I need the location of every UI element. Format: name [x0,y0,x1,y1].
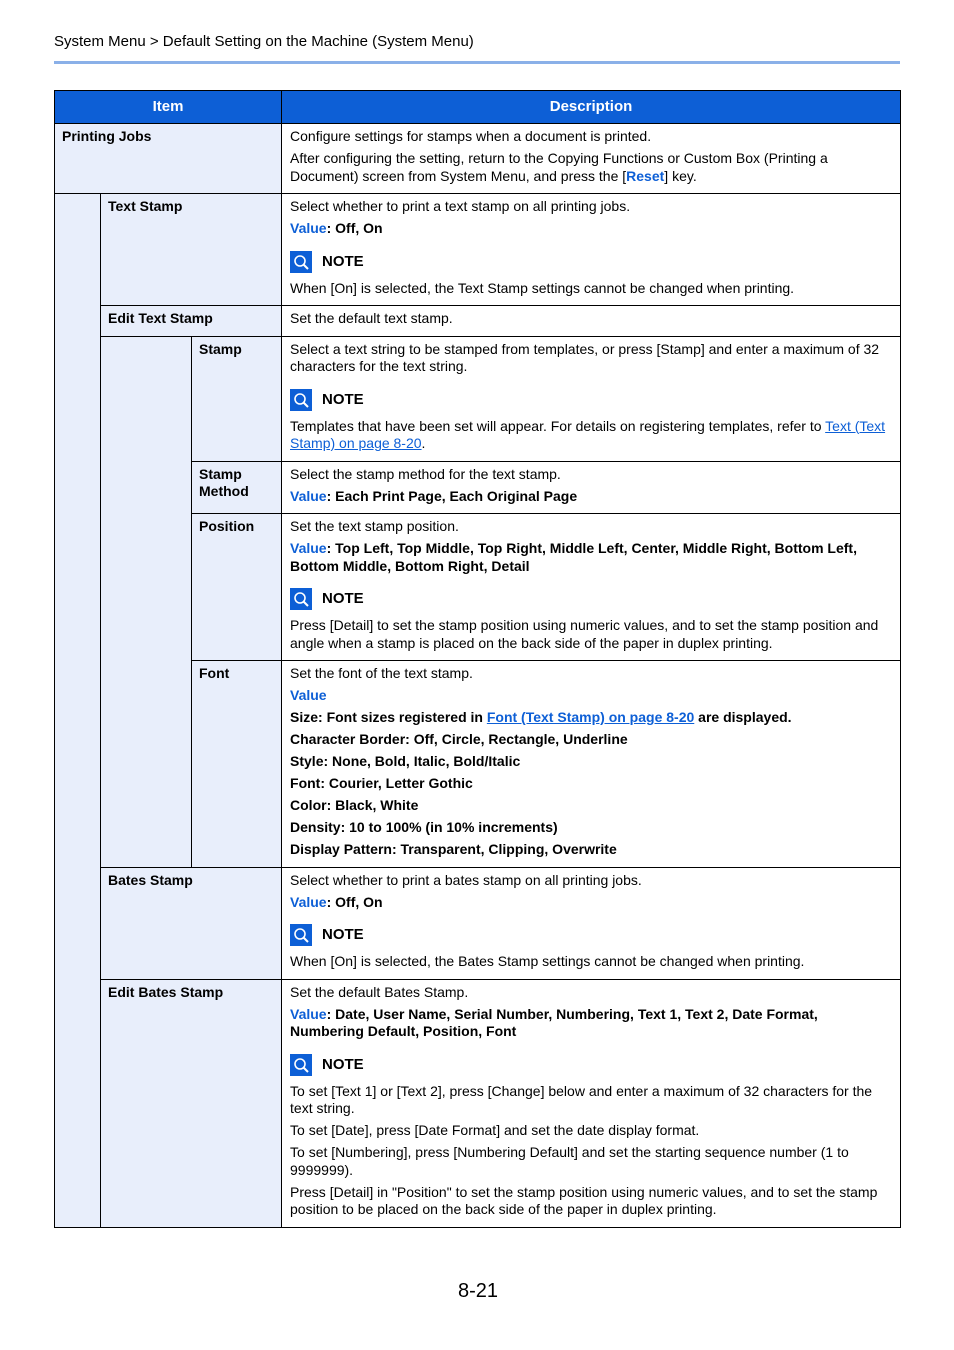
item-printing-jobs: Printing Jobs [55,124,282,194]
desc-bates-stamp [282,867,901,979]
item-position: Position [192,514,282,661]
note-icon [290,588,312,610]
note-label: NOTE [322,1055,364,1073]
value-text-part: are displayed. [694,709,792,725]
page-breadcrumb: System Menu > Default Setting on the Machine (System Menu) [54,33,474,50]
value-line [290,488,892,506]
desc-edit-text-stamp [282,306,901,337]
value-text: : Off, On [326,893,383,910]
desc-edit-bates-stamp [282,979,901,1227]
value-text: : Top Left, Top Middle, Top Right, Middle Left, Center, Middle Right, Bottom Left, Bottom Middle, Bottom Right, Detail [290,540,857,574]
indent-cell [55,194,101,1228]
note-text: Press [Detail] to set the stamp position using numeric values, and to set the stamp position and angle when a stamp is placed on the back side of the paper in duplex printing. [290,617,879,651]
note-text: To set [Numbering], press [Numbering Default] and set the starting sequence number (1 to 9999999). [290,1144,849,1178]
desc-printing-jobs [282,124,901,194]
desc-text: Select the stamp method for the text stamp. [290,465,561,482]
item-text-stamp: Text Stamp [101,194,282,306]
item-edit-bates-stamp: Edit Bates Stamp [101,979,282,1227]
note-icon [290,924,312,946]
value-label: Value [290,220,327,236]
font-text-stamp-page-link[interactable]: Font (Text Stamp) on page 8-20 [486,709,695,725]
column-header-item: Item [55,91,282,124]
indent-cell [101,336,192,867]
desc-text: Select a text string to be stamped from templates, or press [Stamp] and enter a maximum of 32 characters for the text string. [290,340,880,374]
desc-text: Set the default Bates Stamp. [290,983,469,1000]
note-heading [290,1053,892,1077]
value-display-pattern: Display Pattern: Transparent, Clipping, Overwrite [290,841,617,857]
desc-text: Select whether to print a text stamp on all printing jobs. [290,198,631,214]
desc-text: Configure settings for stamps when a document is printed. [290,128,652,144]
note-heading [290,388,892,412]
header-rule [54,61,900,64]
desc-font [282,661,901,868]
table-row [55,867,901,979]
desc-text: Set the text stamp position. [290,518,459,534]
value-size [290,709,892,727]
value-label: Value [290,540,327,556]
value-color: Color: Black, White [290,797,419,813]
note-label: NOTE [322,390,364,408]
note-icon [290,389,312,411]
note-text: Press [Detail] in "Position" to set the stamp position using numeric values, and to set the stamp position to be placed on the back side of the paper in duplex printing. [290,1183,878,1217]
value-style: Style: None, Bold, Italic, Bold/Italic [290,753,521,769]
note-text-part: Templates that have been set will appear. For details on registering templates, refer to [290,417,826,434]
note-text: When [On] is selected, the Bates Stamp settings cannot be changed when printing. [290,953,805,969]
item-font: Font [192,661,282,868]
note-heading [290,923,892,947]
table-row [55,194,901,306]
desc-text-stamp [282,194,901,306]
value-text-part: Size: Font sizes registered in [290,709,487,725]
desc-text-part: ] key. [664,167,697,184]
value-text: : Date, User Name, Serial Number, Numbering, Text 1, Text 2, Date Format, Numbering Default, Position, Font [290,1005,818,1039]
note-label: NOTE [322,926,364,944]
desc-text-part: After configuring the setting, return to the Copying Functions or Custom Box (Printing a Document) screen from System Menu, and press the [ [290,150,828,184]
note-text: To set [Date], press [Date Format] and set the date display format. [290,1122,700,1138]
item-edit-text-stamp: Edit Text Stamp [101,306,282,337]
table-row [55,306,901,337]
value-line [290,220,892,238]
value-line [290,540,892,575]
reset-key-label: Reset [626,167,665,184]
value-label: Value [290,893,327,910]
value-label: Value [290,687,327,703]
desc-stamp-method [282,461,901,514]
item-stamp-method: Stamp Method [192,461,282,514]
table-row [55,336,901,461]
desc-stamp [282,336,901,461]
value-line [290,1006,892,1041]
value-font: Font: Courier, Letter Gothic [290,775,473,791]
note-text [290,418,892,453]
settings-table [54,90,901,1228]
value-character-border: Character Border: Off, Circle, Rectangle, Underline [290,731,628,747]
note-heading [290,587,892,611]
note-heading [290,250,892,274]
desc-position [282,514,901,661]
value-label: Value [290,1005,327,1022]
desc-text [290,150,892,185]
value-line [290,894,892,912]
note-icon [290,1054,312,1076]
item-bates-stamp: Bates Stamp [101,867,282,979]
value-density: Density: 10 to 100% (in 10% increments) [290,819,558,835]
item-stamp: Stamp [192,336,282,461]
value-text: : Off, On [326,220,383,236]
text-stamp-page-link[interactable]: Text (Text Stamp) on page 8-20 [290,417,886,451]
value-label: Value [290,487,327,504]
page-number: 8-21 [458,1280,499,1302]
note-label: NOTE [322,590,364,608]
note-label: NOTE [322,252,364,270]
note-icon [290,251,312,273]
table-header-row [55,91,901,124]
desc-text: Set the font of the text stamp. [290,665,473,681]
note-text: To set [Text 1] or [Text 2], press [Change] below and enter a maximum of 32 characters for the text string. [290,1082,873,1116]
desc-text: Select whether to print a bates stamp on all printing jobs. [290,871,642,888]
note-text-part: . [421,435,426,451]
table-row [55,979,901,1227]
table-row [55,124,901,194]
desc-text: Set the default text stamp. [290,310,453,326]
note-text: When [On] is selected, the Text Stamp settings cannot be changed when printing. [290,279,795,296]
column-header-description: Description [282,91,901,124]
value-text: : Each Print Page, Each Original Page [326,487,578,504]
